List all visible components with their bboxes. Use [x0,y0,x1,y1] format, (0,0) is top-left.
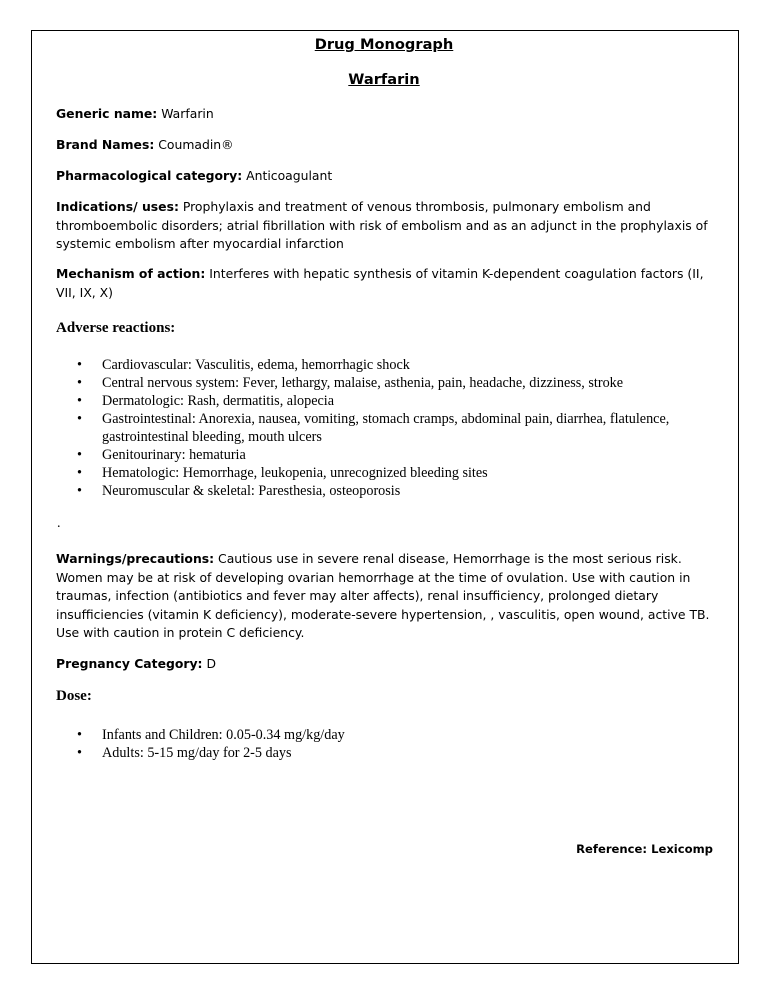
list-item: • Dermatologic: Rash, dermatitis, alopecia [56,392,716,410]
dose-list [56,726,716,762]
list-item: • Genitourinary: hematuria [56,446,716,464]
pharm-category-label: Pharmacological category: [56,168,243,183]
generic-name-label: Generic name: [56,106,158,121]
indications-value: Prophylaxis and treatment of venous thrombosis, pulmonary embolism and thromboembolic disorders; atrial fibrillation with risk of embolism and as an adjunct in the prophylaxis of systemic embolism after myocardial infarction [56,199,708,251]
mechanism-field [56,265,716,302]
brand-names-label: Brand Names: [56,137,155,152]
document-title: Drug Monograph [314,36,454,53]
adverse-reactions-heading: Adverse reactions: [56,320,176,336]
mechanism-value: Interferes with hepatic synthesis of vitamin K-dependent coagulation factors (II, VII, IX, X) [56,266,704,300]
drug-title: Warfarin [348,71,420,88]
warnings-field [56,550,716,643]
adverse-reactions-list [56,356,716,500]
list-item: • Central nervous system: Fever, lethargy, malaise, asthenia, pain, headache, dizziness, stroke [56,374,716,392]
reference-note: Reference: Lexicomp [576,842,713,856]
pregnancy-value: D [202,656,216,671]
list-item: • Gastrointestinal: Anorexia, nausea, vomiting, stomach cramps, abdominal pain, diarrhea, flatulence, gastrointestinal bleeding, mouth ulcers [56,410,716,446]
warnings-label: Warnings/precautions: [56,551,215,566]
pregnancy-label: Pregnancy Category: [56,656,203,671]
list-item: • Infants and Children: 0.05-0.34 mg/kg/day [56,726,716,744]
brand-names-field [56,136,716,155]
warnings-value: Cautious use in severe renal disease, Hemorrhage is the most serious risk. Women may be at risk of developing ovarian hemorrhage at the time of ovulation. Use with caution in traumas, infection (antibiotics and fever may alter affects), renal insufficiency, prolonged dietary insufficiencies (vitamin K deficiency), moderate-severe hypertension, , vasculitis, open wound, active TB. Use with caution in protein C deficiency. [56,551,710,640]
generic-name-value: Warfarin [157,106,214,121]
mechanism-label: Mechanism of action: [56,266,206,281]
brand-names-value: Coumadin® [154,137,234,152]
pharm-category-field [56,167,716,186]
pharm-category-value: Anticoagulant [242,168,333,183]
list-item: • Adults: 5-15 mg/day for 2-5 days [56,744,716,762]
list-item: • Neuromuscular & skeletal: Paresthesia, osteoporosis [56,482,716,500]
pregnancy-field [56,655,716,674]
dose-heading: Dose: [56,688,92,704]
generic-name-field [56,105,716,124]
list-item: • Hematologic: Hemorrhage, leukopenia, unrecognized bleeding sites [56,464,716,482]
indications-label: Indications/ uses: [56,199,179,214]
indications-field [56,198,716,254]
list-item: • Cardiovascular: Vasculitis, edema, hemorrhagic shock [56,356,716,374]
separator-dot: . [57,516,61,531]
